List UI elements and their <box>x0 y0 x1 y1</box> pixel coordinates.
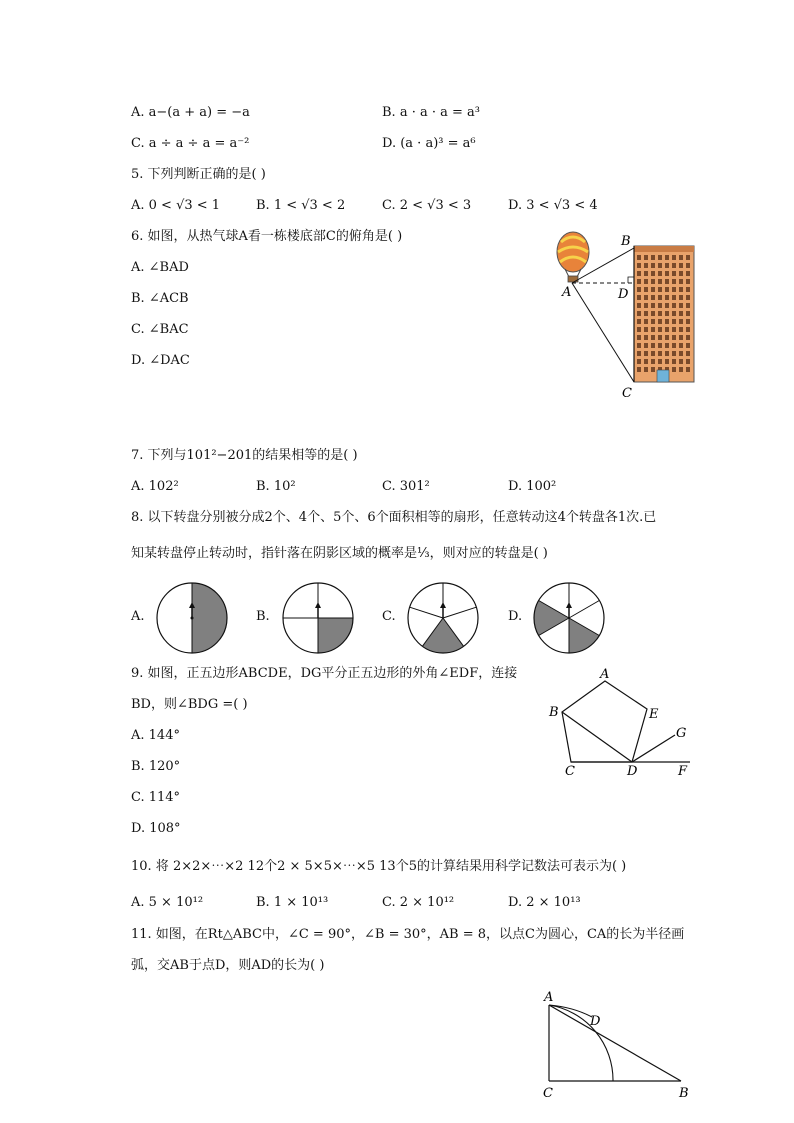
building-window <box>672 255 676 260</box>
building-window <box>665 311 669 316</box>
spinner-d <box>532 581 606 655</box>
q4-option-d: D. (a · a)³ = a⁶ <box>382 136 476 151</box>
building-window <box>637 335 641 340</box>
building-window <box>679 279 683 284</box>
building-window <box>679 295 683 300</box>
q10-option-c: C. 2 × 10¹² <box>382 895 455 910</box>
q9-label-c: C <box>565 764 575 779</box>
building-window <box>665 327 669 332</box>
building-window <box>658 255 662 260</box>
q10-option-d: D. 2 × 10¹³ <box>508 895 581 910</box>
q7-option-c: C. 301² <box>382 479 430 494</box>
building-window <box>644 319 648 324</box>
building-window <box>672 287 676 292</box>
q9-label-e: E <box>649 707 659 722</box>
q11-label-b: B <box>679 1086 689 1101</box>
q5-option-b: B. 1 < √3 < 2 <box>256 198 346 213</box>
q11-label-c: C <box>543 1086 553 1101</box>
building-window <box>651 319 655 324</box>
q9-option-d: D. 108° <box>131 821 181 836</box>
building-window <box>686 279 690 284</box>
building-window <box>686 287 690 292</box>
q9-label-f: F <box>678 764 688 779</box>
q8-option-a: A. <box>131 609 145 624</box>
building-window <box>658 271 662 276</box>
q9-label-d: D <box>627 764 638 779</box>
building-window <box>672 327 676 332</box>
building-window <box>672 311 676 316</box>
building-window <box>665 255 669 260</box>
building-window <box>672 319 676 324</box>
q6-stem: 6. 如图，从热气球A看一栋楼底部C的俯角是( ) <box>131 229 403 244</box>
q6-option-c: C. ∠BAC <box>131 322 189 337</box>
q10-stem: 10. 将 2×2×⋯×2 12个2 × 5×5×⋯×5 13个5的计算结果用科学记数法可表示为( ) <box>131 859 627 874</box>
building-window <box>658 343 662 348</box>
building-window <box>637 263 641 268</box>
q4-option-a: A. a−(a + a) = −a <box>131 105 250 120</box>
q5-option-d: D. 3 < √3 < 4 <box>508 198 598 213</box>
building-window <box>658 295 662 300</box>
q6-figure <box>550 228 695 403</box>
building-window <box>644 327 648 332</box>
building-window <box>679 367 683 372</box>
building-window <box>672 295 676 300</box>
building-window <box>686 319 690 324</box>
building-window <box>637 271 641 276</box>
building-window <box>658 311 662 316</box>
building-window <box>637 319 641 324</box>
building-window <box>644 271 648 276</box>
q9-stem-line2: BD，则∠BDG =( ) <box>131 697 248 712</box>
q7-option-b: B. 10² <box>256 479 296 494</box>
building-window <box>651 343 655 348</box>
building-window <box>686 335 690 340</box>
building-window <box>637 367 641 372</box>
building-window <box>672 343 676 348</box>
building-window <box>672 359 676 364</box>
building-window <box>651 295 655 300</box>
building-window <box>665 303 669 308</box>
q9-option-c: C. 114° <box>131 790 181 805</box>
building-window <box>651 271 655 276</box>
building-window <box>672 351 676 356</box>
building-window <box>686 311 690 316</box>
building-window <box>644 295 648 300</box>
q9-label-b: B <box>549 705 559 720</box>
q11-stem-line2: 弧，交AB于点D，则AD的长为( ) <box>131 958 325 973</box>
building-window <box>686 263 690 268</box>
building-window <box>644 367 648 372</box>
building-window <box>679 351 683 356</box>
building-window <box>658 303 662 308</box>
building-window <box>637 351 641 356</box>
building-window <box>665 343 669 348</box>
building-window <box>665 287 669 292</box>
q10-option-a: A. 5 × 10¹² <box>131 895 204 910</box>
building-window <box>679 255 683 260</box>
building-window <box>679 327 683 332</box>
q4-option-b: B. a · a · a = a³ <box>382 105 480 120</box>
building-window <box>665 263 669 268</box>
building-window <box>658 319 662 324</box>
building-window <box>665 271 669 276</box>
building-window <box>672 303 676 308</box>
building-window <box>686 295 690 300</box>
building-window <box>679 303 683 308</box>
building-window <box>644 343 648 348</box>
building-window <box>644 279 648 284</box>
spinner-a <box>155 581 229 655</box>
building-window <box>651 287 655 292</box>
building-window <box>679 287 683 292</box>
building-window <box>665 295 669 300</box>
building-window <box>686 327 690 332</box>
building-window <box>651 335 655 340</box>
q9-label-a: A <box>600 667 610 682</box>
q5-option-a: A. 0 < √3 < 1 <box>131 198 221 213</box>
building-window <box>651 263 655 268</box>
q7-stem: 7. 下列与101²−201的结果相等的是( ) <box>131 448 358 463</box>
building-window <box>672 271 676 276</box>
building-window <box>658 279 662 284</box>
q4-option-c: C. a ÷ a ÷ a = a⁻² <box>131 136 250 151</box>
q6-option-a: A. ∠BAD <box>131 260 189 275</box>
q6-option-d: D. ∠DAC <box>131 353 190 368</box>
q8-stem-line1: 8. 以下转盘分别被分成2个、4个、5个、6个面积相等的扇形，任意转动这4个转盘各1次.已 <box>131 510 657 525</box>
building-window <box>651 327 655 332</box>
building-window <box>672 279 676 284</box>
q6-label-c: C <box>622 386 632 401</box>
building-window <box>658 351 662 356</box>
building-window <box>665 351 669 356</box>
q9-option-a: A. 144° <box>131 728 180 743</box>
building-window <box>679 271 683 276</box>
building-window <box>665 359 669 364</box>
building-window <box>679 359 683 364</box>
q11-stem-line1: 11. 如图，在Rt△ABC中，∠C = 90°，∠B = 30°，AB = 8，以点C为圆心，CA的长为半径画 <box>131 927 685 942</box>
q8-option-d: D. <box>508 609 523 624</box>
building-window <box>665 279 669 284</box>
building-window <box>644 303 648 308</box>
building-window <box>651 279 655 284</box>
q11-label-d: D <box>590 1014 601 1029</box>
spinner-b <box>281 581 355 655</box>
building-window <box>686 255 690 260</box>
building-window <box>658 359 662 364</box>
building-window <box>679 335 683 340</box>
q10-option-b: B. 1 × 10¹³ <box>256 895 329 910</box>
building-window <box>672 263 676 268</box>
building-window <box>637 255 641 260</box>
building-window <box>644 255 648 260</box>
q8-stem-line2: 知某转盘停止转动时，指针落在阴影区域的概率是⅓，则对应的转盘是( ) <box>131 546 548 561</box>
balloon-icon <box>557 232 589 282</box>
q9-option-b: B. 120° <box>131 759 181 774</box>
building-window <box>686 343 690 348</box>
building-window <box>665 335 669 340</box>
building-window <box>651 311 655 316</box>
q7-option-d: D. 100² <box>508 479 557 494</box>
building-window <box>651 255 655 260</box>
q11-triangle-figure <box>535 985 695 1103</box>
building-window <box>644 287 648 292</box>
building-icon <box>634 246 694 382</box>
q8-option-c: C. <box>382 609 396 624</box>
building-window <box>658 335 662 340</box>
building-window <box>686 351 690 356</box>
building-window <box>672 335 676 340</box>
building-window <box>679 319 683 324</box>
building-window <box>637 359 641 364</box>
building-window <box>665 319 669 324</box>
building-window <box>672 367 676 372</box>
q7-option-a: A. 102² <box>131 479 179 494</box>
spinner-c <box>406 581 480 655</box>
building-window <box>637 343 641 348</box>
building-window <box>644 263 648 268</box>
q9-label-g: G <box>676 726 687 741</box>
q6-label-a: A <box>562 285 572 300</box>
building-window <box>637 327 641 332</box>
building-window <box>637 279 641 284</box>
building-window <box>644 359 648 364</box>
building-window <box>658 287 662 292</box>
building-window <box>644 351 648 356</box>
q11-label-a: A <box>544 990 554 1005</box>
building-window <box>686 359 690 364</box>
building-window <box>637 303 641 308</box>
building-window <box>644 311 648 316</box>
building-window <box>679 343 683 348</box>
building-window <box>679 263 683 268</box>
building-window <box>637 295 641 300</box>
building-window <box>637 287 641 292</box>
q9-stem-line1: 9. 如图，正五边形ABCDE，DG平分正五边形的外角∠EDF，连接 <box>131 666 518 681</box>
building-window <box>651 303 655 308</box>
building-window <box>686 271 690 276</box>
q5-option-c: C. 2 < √3 < 3 <box>382 198 472 213</box>
q6-label-b: B <box>621 234 631 249</box>
building-window <box>658 263 662 268</box>
building-window <box>686 303 690 308</box>
building-window <box>658 327 662 332</box>
building-window <box>644 335 648 340</box>
q5-stem: 5. 下列判断正确的是( ) <box>131 167 266 182</box>
q8-option-b: B. <box>256 609 270 624</box>
q6-option-b: B. ∠ACB <box>131 291 189 306</box>
building-window <box>686 367 690 372</box>
building-window <box>637 311 641 316</box>
building-window <box>651 351 655 356</box>
q9-pentagon-figure <box>545 665 695 780</box>
q6-label-d: D <box>618 287 629 302</box>
building-window <box>679 311 683 316</box>
building-window <box>651 359 655 364</box>
building-window <box>651 367 655 372</box>
